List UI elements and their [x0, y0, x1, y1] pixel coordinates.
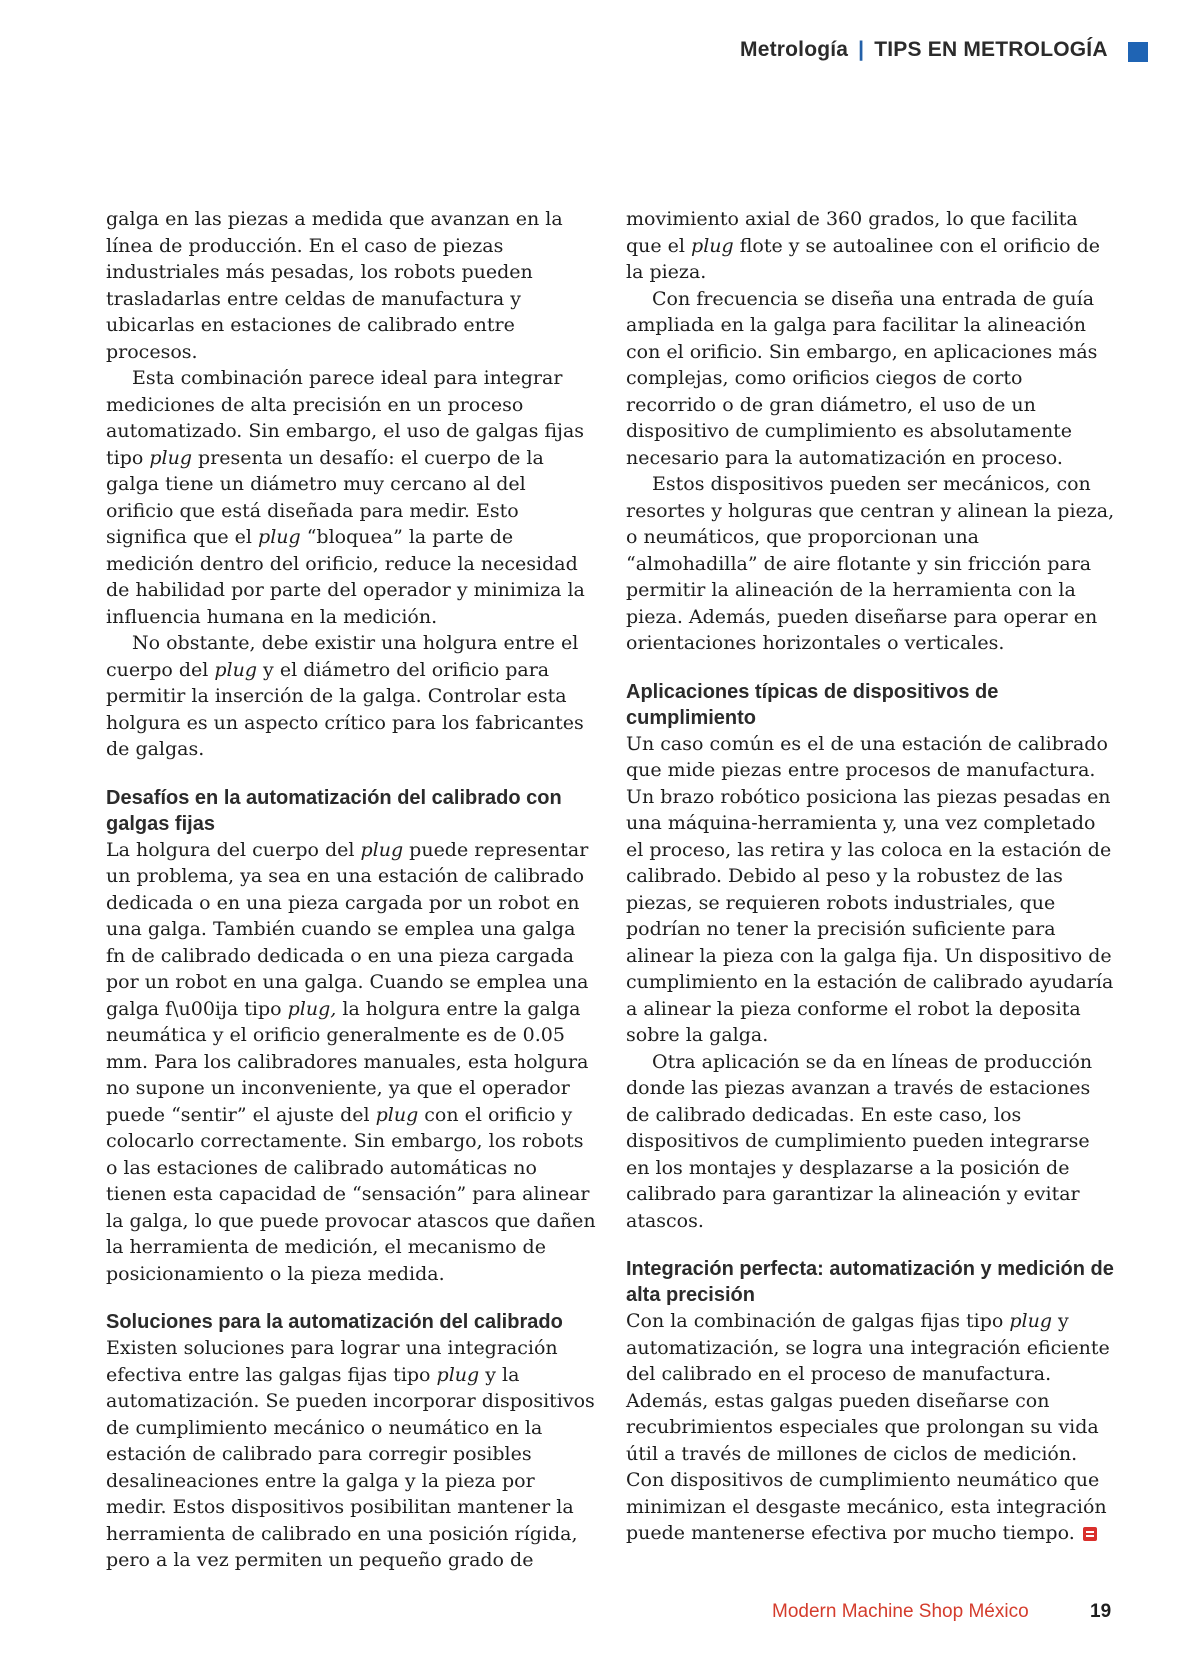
paragraph: movimiento axial de 360 grados, lo que facilita que el plug flote y se autoalinee con el orificio de la pieza. — [626, 208, 1101, 283]
section-heading: Integración perfecta: automatización y medición de alta precisión — [626, 1258, 1114, 1306]
section-heading: Soluciones para la automatización del calibrado — [106, 1311, 563, 1333]
section-heading: Aplicaciones típicas de dispositivos de cumplimiento — [626, 680, 999, 729]
square-icon — [1128, 42, 1148, 62]
article-end-icon — [1083, 1527, 1097, 1541]
header-separator: | — [858, 38, 865, 61]
paragraph: Estos dispositivos pueden ser mecánicos, con resortes y holguras que centran y alinean la pieza, o neumáticos, que proporcionan una “almohadilla” de aire flotante y sin fricción para permitir la alineación de la herramienta con la pieza. Además, pueden diseñarse para operar en orientaciones horizontales o verticales. — [626, 473, 1115, 654]
paragraph: Con frecuencia se diseña una entrada de guía ampliada en la galga para facilitar la alineación con el orificio. Sin embargo, en aplicaciones más complejas, como orificios ciegos de corto recorrido o de gran diámetro, el uso de un dispositivo de cumplimiento es absolutamente necesario para la automatización en proceso. — [626, 287, 1098, 469]
paragraph: Existen soluciones para lograr una integración efectiva entre las galgas fijas tipo plug y la automatización. Se pueden incorporar dispositivos de cumplimiento mecánico o neumático en la estación de calibrado para corregir posibles desalineaciones entre la galga y la pieza por medir. Estos dispositivos posibilitan mantener la herramienta de calibrado en una posición rígida, pero a la vez permiten un pequeño grado de — [106, 1337, 595, 1571]
publication-name: Modern Machine Shop México — [772, 1601, 1029, 1622]
page-number: 19 — [1090, 1601, 1112, 1622]
paragraph: Con la combinación de galgas fijas tipo plug y automatización, se logra una integración eficiente del calibrado en el proceso de manufactura. Además, estas galgas pueden diseñarse con recubrimientos especiales que prolongan su vida útil a través de millones de ciclos de medición. Con dispositivos de cumplimiento neumático que minimizan el desgaste mecánico, esta integración puede mantenerse efectiva por mucho tiempo. — [626, 1310, 1110, 1544]
right-column — [626, 206, 1116, 1547]
paragraph: No obstante, debe existir una holgura entre el cuerpo del plug y el diámetro del orificio para permitir la inserción de la galga. Controlar esta holgura es un aspecto crítico para los fabricantes de galgas. — [106, 632, 584, 760]
section-label: Metrología — [740, 38, 849, 61]
left-column — [106, 206, 596, 1574]
paragraph: galga en las piezas a medida que avanzan en la línea de producción. En el caso de piezas industriales más pesadas, los robots pueden trasladarlas entre celdas de manufactura y ubicarlas en estaciones de calibrado entre procesos. — [106, 208, 563, 363]
paragraph: Otra aplicación se da en líneas de producción donde las piezas avanzan a través de estaciones de calibrado dedicadas. En este caso, los dispositivos de cumplimiento pueden integrarse en los montajes y desplazarse a la posición de calibrado para garantizar la alineación y evitar atascos. — [626, 1050, 1093, 1232]
running-header — [740, 38, 1160, 74]
header-title: TIPS EN METROLOGÍA — [874, 38, 1108, 61]
paragraph: La holgura del cuerpo del plug puede representar un problema, ya sea en una estación de calibrado dedicada o en una pieza cargada por un robot en una galga. También cuando se emplea una galga fn de calibrado dedicada o en una pieza cargada por un robot en una galga. Cuando se emplea una galga f\u00ija tipo plug, la holgura entre la galga neumática y el orificio generalmente es de 0.05 mm. Para los calibradores manuales, esta holgura no supone un inconveniente, ya que el operador puede “sentir” el ajuste del plug con el orificio y colocarlo correctamente. Sin embargo, los robots o las estaciones de calibrado automáticas no tienen esta capacidad de “sensación” para alinear la galga, lo que puede provocar atascos que dañen la herramienta de medición, el mecanismo de posicionamiento o la pieza medida. — [106, 838, 596, 1285]
paragraph: Un caso común es el de una estación de calibrado que mide piezas entre procesos de manufactura. Un brazo robótico posiciona las piezas pesadas en una máquina-herramienta y, una vez completado el proceso, las retira y las coloca en la estación de calibrado. Debido al peso y la robustez de las piezas, se requieren robots industriales, que podrían no tener la precisión suficiente para alinear la pieza con la galga fija. Un dispositivo de cumplimiento en la estación de calibrado ayudaría a alinear la pieza conforme el robot la deposita sobre la galga. — [626, 732, 1114, 1046]
paragraph: Esta combinación parece ideal para integrar mediciones de alta precisión en un proceso automatizado. Sin embargo, el uso de galgas fijas tipo plug presenta un desafío: el cuerpo de la galga tiene un diámetro muy cercano al del orificio que está diseñada para medir. Esto significa que el plug “bloquea” la parte de medición dentro del orificio, reduce la necesidad de habilidad por parte del operador y minimiza la influencia humana en la medición. — [106, 367, 585, 628]
page-footer — [772, 1601, 1172, 1631]
section-heading: Desafíos en la automatización del calibrado con galgas fijas — [106, 786, 562, 835]
